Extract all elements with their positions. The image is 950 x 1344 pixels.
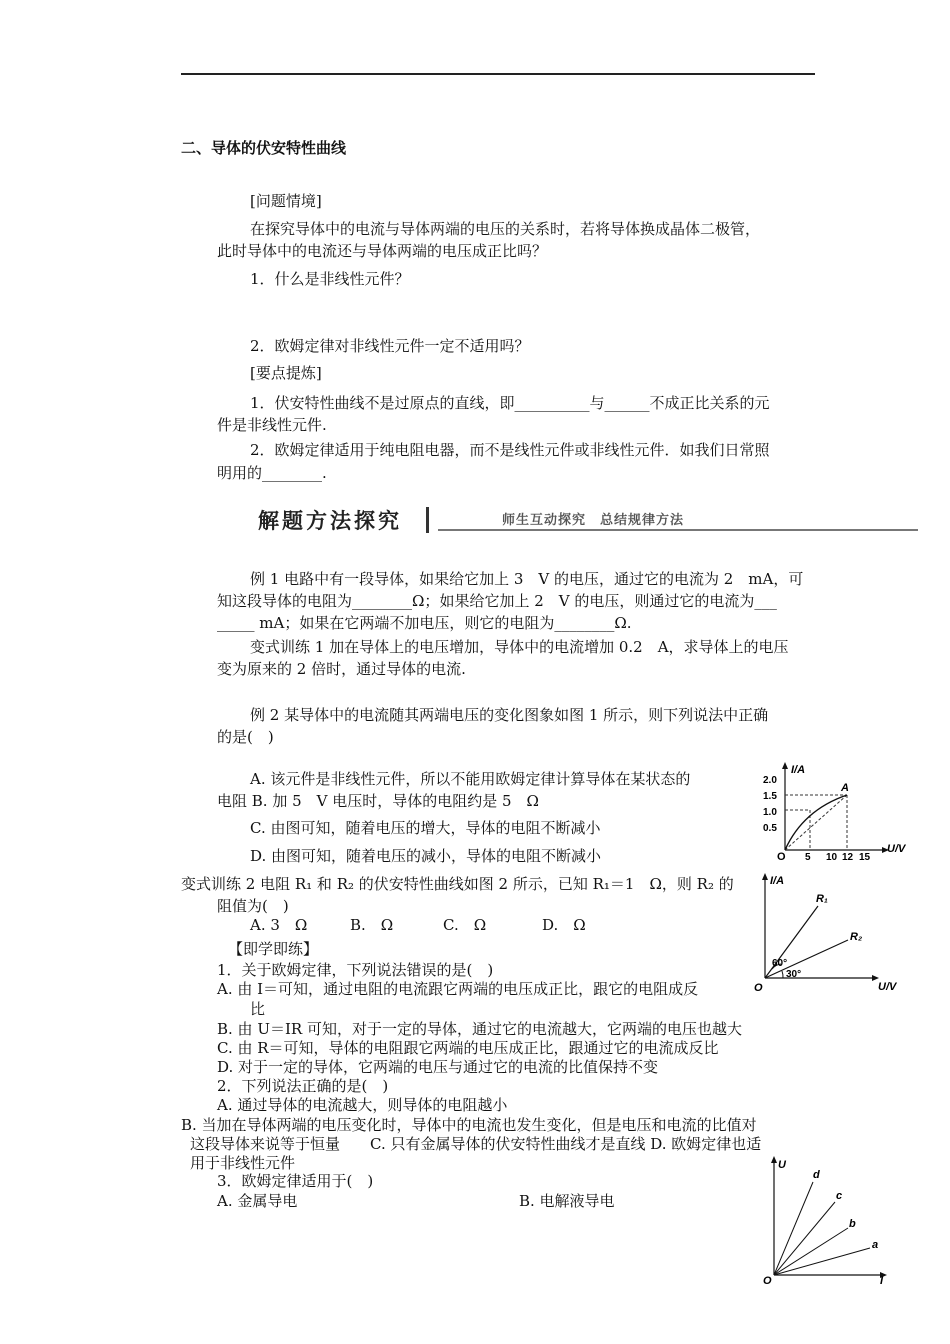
fig2-r2-label: R₂ [850, 931, 863, 943]
key-point-1: 件是非线性元件. [217, 416, 327, 434]
fig3-label-a: a [872, 1239, 879, 1251]
key-point-2: 2．欧姆定律适用于纯电阻电器，而不是线性元件或非线性元件．如我们日常照 [250, 441, 770, 459]
example-1: 例 1 电路中有一段导体，如果给它加上 3 V 的电压，通过它的电流为 2 mA，可 [250, 570, 804, 588]
variant-1: 变式训练 1 加在导体上的电压增加，导体中的电流增加 0.2 A，求导体上的电压 [250, 638, 789, 656]
fig2-xlabel: U/V [878, 981, 897, 993]
example-2-option-a: A. 该元件是非线性元件，所以不能用欧姆定律计算导体在某状态的 [250, 770, 691, 788]
practice-q1-option-a: A. 由 I＝可知，通过电阻的电流跟它两端的电压成正比，跟它的电阻成反 [217, 980, 699, 998]
variant-2-option-c: C. Ω [443, 916, 487, 934]
example-2-option-c: C. 由图可知，随着电压的增大，导体的电阻不断减小 [250, 819, 601, 837]
fig3-origin: O [763, 1275, 772, 1287]
fig2-ylabel: I/A [770, 875, 785, 887]
practice-q2-option-b: 这段导体来说等于恒量 C. 只有金属导体的伏安特性曲线才是直线 D. 欧姆定律也适 [190, 1135, 762, 1153]
practice-q2: 2．下列说法正确的是( ) [217, 1077, 389, 1095]
practice-q2-option-a: A. 通过导体的电流越大，则导体的电阻越小 [217, 1096, 508, 1114]
top-rule [181, 73, 815, 75]
fig3-line-a [774, 1248, 870, 1275]
section-banner [250, 505, 918, 535]
fig1-ylabel: I/A [791, 764, 806, 776]
variant-2-option-d: D. Ω [542, 916, 586, 934]
figure-1 [755, 758, 920, 863]
variant-2: 变式训练 2 电阻 R₁ 和 R₂ 的伏安特性曲线如图 2 所示，已知 R₁＝1 Ω，则 R₂ 的 [181, 875, 734, 893]
fig1-xlabel: U/V [887, 843, 906, 855]
question-2: 2．欧姆定律对非线性元件一定不适用吗？ [250, 337, 530, 355]
fig3-line-c [774, 1202, 835, 1275]
fig1-xtick: 5 [805, 852, 811, 863]
problem-text: 在探究导体中的电流与导体两端的电压的关系时，若将导体换成晶体二极管， [250, 220, 761, 238]
practice-q3-option-a: A. 金属导电 [217, 1192, 298, 1210]
practice-q3: 3．欧姆定律适用于( ) [217, 1172, 374, 1190]
practice-q2-option-b: B. 当加在导体两端的电压变化时，导体中的电流也发生变化，但是电压和电流的比值对 [181, 1116, 757, 1134]
fig3-label-c: c [836, 1190, 843, 1202]
variant-1: 变为原来的 2 倍时，通过导体的电流. [217, 660, 466, 678]
section-title: 二、导体的伏安特性曲线 [181, 139, 347, 157]
banner-divider [426, 507, 429, 533]
fig2-r1-label: R₁ [816, 893, 828, 905]
fig3-line-d [774, 1182, 813, 1275]
figure-2 [750, 868, 915, 996]
banner-subtitle: 师生互动探究 总结规律方法 [502, 513, 685, 528]
example-2-option-d: D. 由图可知，随着电压的减小，导体的电阻不断减小 [250, 847, 602, 865]
fig1-ytick: 0.5 [763, 823, 777, 834]
practice-label: 【即学即练】 [228, 940, 319, 958]
fig2-angle1: 60° [772, 958, 788, 969]
practice-q1-option-a: 比 [250, 1000, 266, 1018]
variant-2-option-b: B. Ω [350, 916, 394, 934]
practice-q3-option-b: B. 电解液导电 [519, 1192, 615, 1210]
key-points-label: [要点提炼] [250, 364, 322, 382]
fig2-angle2: 30° [786, 969, 802, 980]
banner-underline [438, 529, 918, 531]
example-2: 的是( ) [217, 728, 274, 746]
fig3-line-b [774, 1228, 848, 1275]
variant-2-option-a: A. 3 Ω [250, 916, 308, 934]
practice-q1-option-c: C. 由 R＝可知，导体的电阻跟它两端的电压成正比，跟通过它的电流成反比 [217, 1039, 719, 1057]
fig1-ytick: 1.0 [763, 807, 777, 818]
fig1-xtick: 15 [859, 852, 871, 863]
problem-text: 此时导体中的电流还与导体两端的电压成正比吗？ [217, 242, 548, 260]
variant-2: 阻值为( ) [217, 897, 289, 915]
key-point-1: 1．伏安特性曲线不是过原点的直线，即__________与______不成正比关系的元 [250, 394, 770, 412]
practice-q1-option-d: D. 对于一定的导体，它两端的电压与通过它的电流的比值保持不变 [217, 1058, 659, 1076]
practice-q1: 1．关于欧姆定律，下列说法错误的是( ) [217, 961, 494, 979]
fig1-point-label: A [841, 782, 849, 794]
fig2-origin: O [754, 982, 763, 994]
example-1: 知这段导体的电阻为________Ω；如果给它加上 2 V 的电压，则通过它的电流为___ [217, 592, 777, 610]
problem-label: [问题情境] [250, 192, 322, 210]
practice-q2-option-b: 用于非线性元件 [190, 1154, 296, 1172]
example-2: 例 2 某导体中的电流随其两端电压的变化图象如图 1 所示，则下列说法中正确 [250, 706, 769, 724]
fig3-xlabel: I [880, 1275, 884, 1287]
fig3-label-b: b [849, 1218, 856, 1230]
fig3-ylabel: U [778, 1159, 786, 1171]
fig1-ytick: 1.5 [763, 791, 777, 802]
key-point-2: 明用的________. [217, 464, 327, 482]
figure-3 [760, 1150, 900, 1290]
example-2-option-a: 电阻 B. 加 5 V 电压时，导体的电阻约是 5 Ω [217, 792, 539, 810]
fig1-xtick: 12 [842, 852, 854, 863]
example-1: _____ mA；如果在它两端不加电压，则它的电阻为________Ω. [217, 614, 632, 632]
fig1-ytick: 2.0 [763, 775, 777, 786]
fig1-origin: O [777, 851, 786, 863]
practice-q1-option-b: B. 由 U＝IR 可知，对于一定的导体，通过它的电流越大，它两端的电压也越大 [217, 1020, 742, 1038]
banner-title: 解题方法探究 [258, 509, 402, 533]
fig1-xtick: 10 [826, 852, 838, 863]
question-1: 1．什么是非线性元件？ [250, 270, 410, 288]
fig3-label-d: d [813, 1169, 820, 1181]
